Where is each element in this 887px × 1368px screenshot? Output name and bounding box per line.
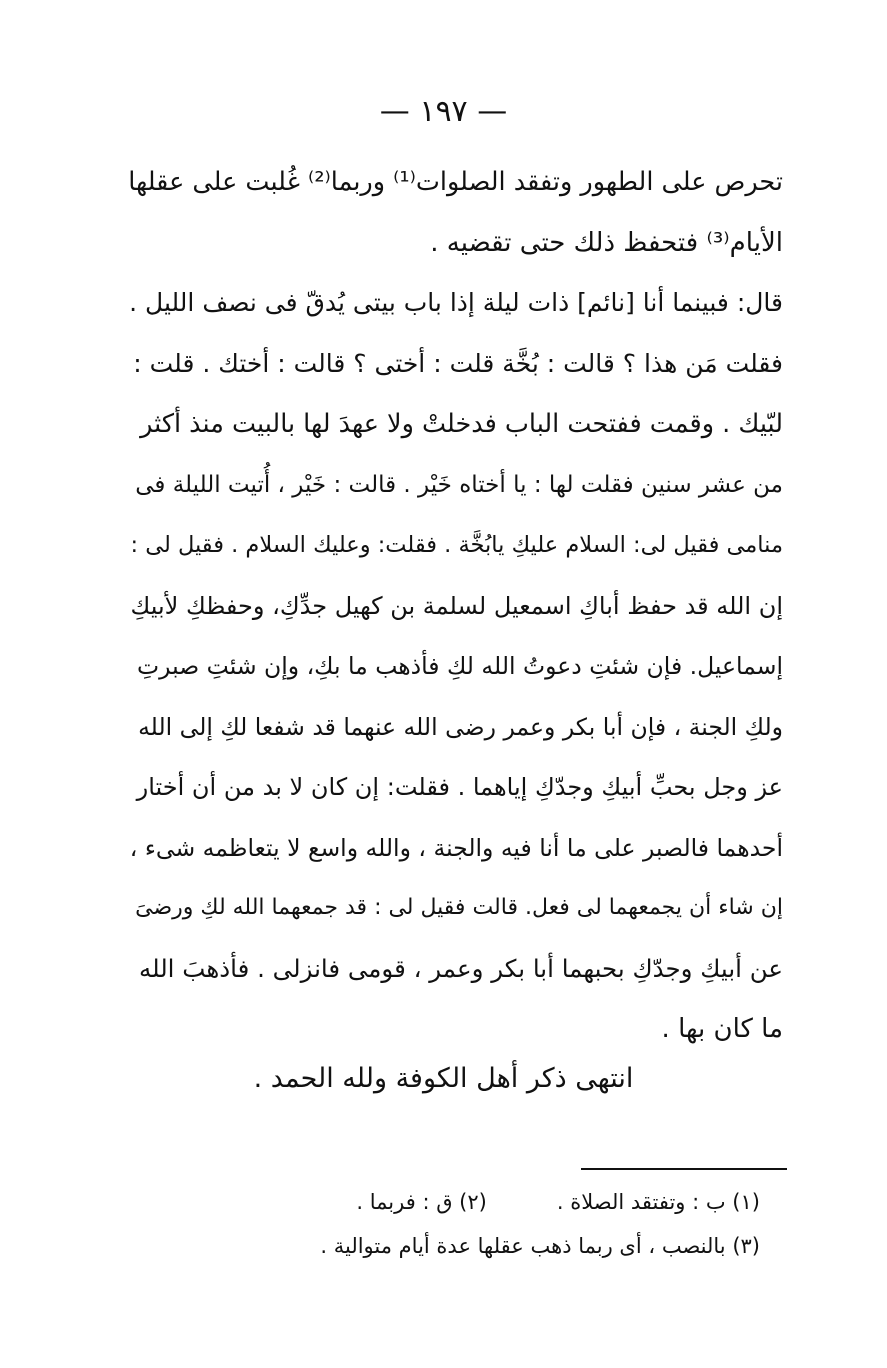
text-line: أحدهما فالصبر على ما أنا فيه والجنة ، والله واسع لا يتعاظمه شىء ، <box>129 833 783 862</box>
footnote-separator <box>581 1168 787 1170</box>
text-line: الأيام⁽³⁾ فتحفظ ذلك حتى تقضيه . <box>430 227 783 258</box>
text-line: لبّيك . وقمت ففتحت الباب فدخلتْ ولا عهدَ لها بالبيت منذ أكثر <box>140 409 783 439</box>
footnote-2: (٢) ق : فربما . <box>356 1190 487 1214</box>
closing-line: انتهى ذكر أهل الكوفة ولله الحمد . <box>253 1063 634 1094</box>
footnote-row <box>250 1180 760 1224</box>
text-line: ولكِ الجنة ، فإن أبا بكر وعمر رضى الله عنهما قد شفعا لكِ إلى الله <box>138 712 783 741</box>
text-line: عن أبيكِ وجدّكِ بحبهما أبا بكر وعمر ، قومى فانزلى . فأذهبَ الله <box>138 953 783 983</box>
text-line: قال: فبينما أنا [نائم] ذات ليلة إذا باب بيتى يُدقّ فى نصف الليل . <box>129 288 783 317</box>
footnote-1: (١) ب : وتفتقد الصلاة . <box>556 1190 760 1214</box>
main-text <box>128 152 783 1060</box>
text-line: إسماعيل. فإن شئتِ دعوتُ الله لكِ فأذهب ما بكِ، وإن شئتِ صبرتِ <box>137 652 783 680</box>
text-line: منامى فقيل لى: السلام عليكِ يابُخَّة . فقلت: وعليك السلام . فقيل لى : <box>130 532 783 558</box>
footnote-3: (٣) بالنصب ، أى ربما ذهب عقلها عدة أيام متوالية . <box>320 1234 760 1258</box>
text-line: ما كان بها . <box>661 1014 783 1044</box>
text-line: عز وجل بحبِّ أبيكِ وجدّكِ إياهما . فقلت: إن كان لا بد من أن أختار <box>136 773 783 801</box>
text-line: فقلت مَن هذا ؟ قالت : بُخَّة قلت : أختى ؟ قالت : أختك . قلت : <box>133 348 783 378</box>
text-line: إن الله قد حفظ أباكِ اسمعيل لسلمة بن كهيل جدِّكِ، وحفظكِ لأبيكِ <box>130 591 783 620</box>
text-line: من عشر سنين فقلت لها : يا أختاه خَيْر . قالت : خَيْر ، أُتيت الليلة فى <box>135 471 783 498</box>
text-line: إن شاء أن يجمعهما لى فعل. قالت فقيل لى : قد جمعهما الله لكِ ورضىَ <box>135 895 783 920</box>
page-number: — ١٩٧ — <box>379 94 508 129</box>
footnotes <box>250 1180 760 1268</box>
text-line: تحرص على الطهور وتفقد الصلوات⁽¹⁾ وربما⁽²⁾ غُلبت على عقلها <box>128 167 783 197</box>
